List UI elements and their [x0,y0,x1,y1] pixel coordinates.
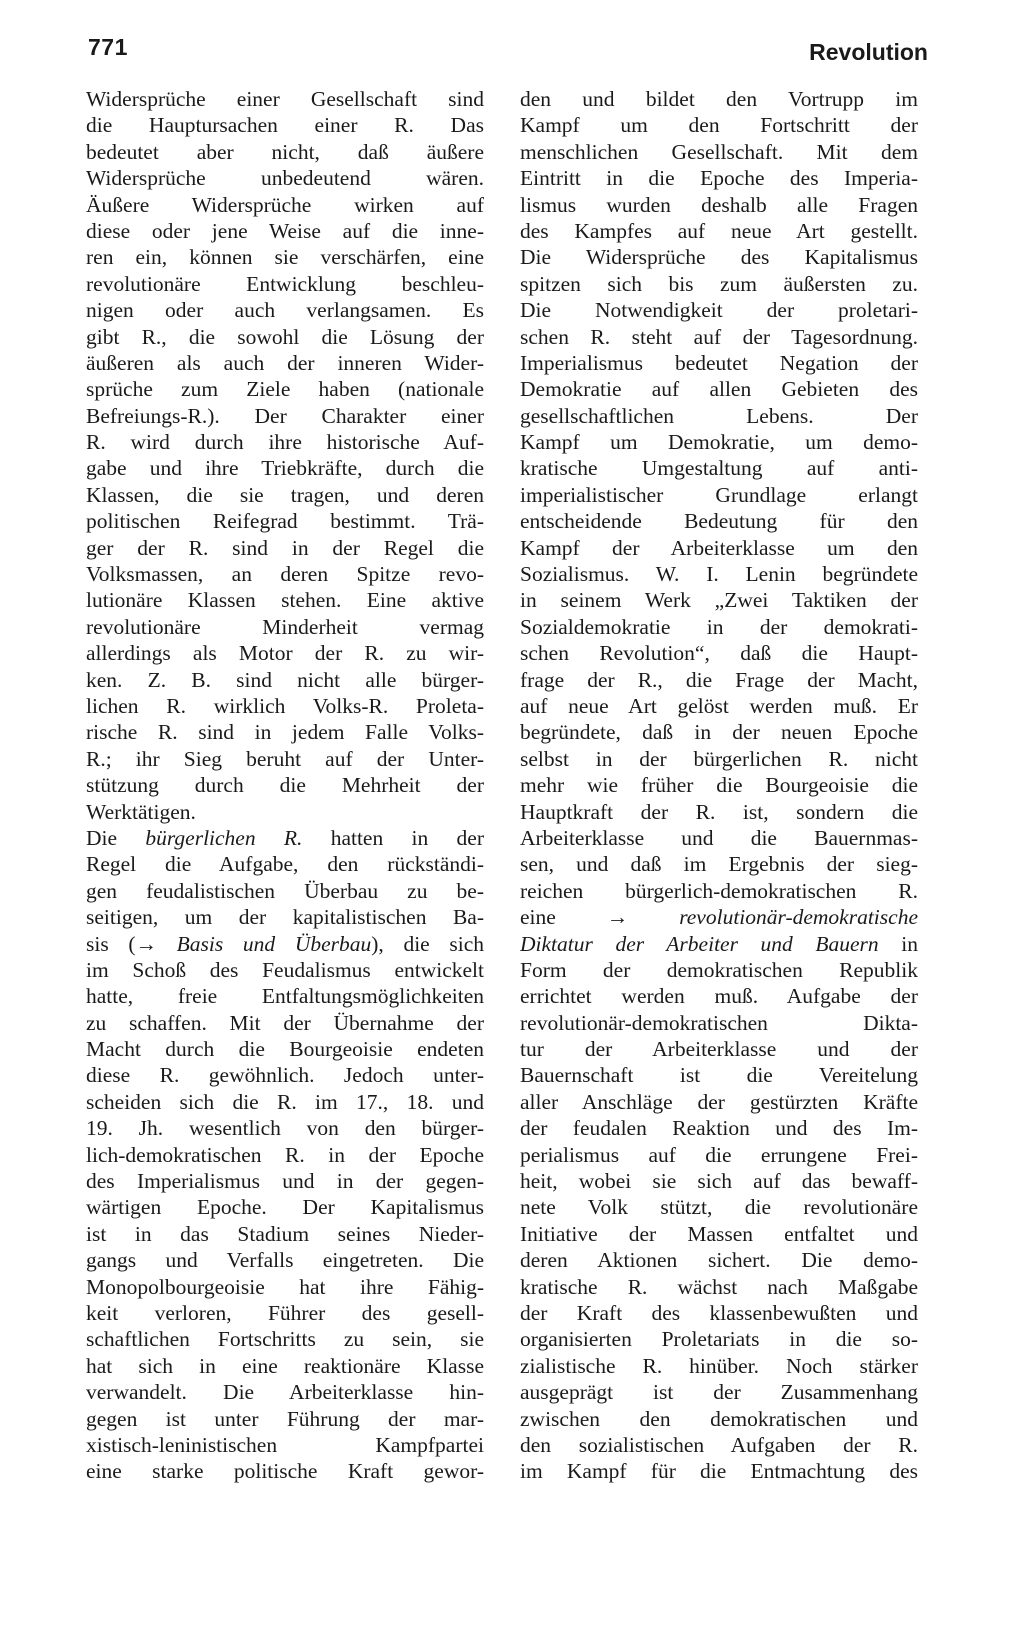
text-line: sprüche zum Ziele haben (nationale [86,377,484,402]
text-line: keit verloren, Führer des gesell- [86,1300,484,1325]
text-line: der Kraft des klassenbewußten und [520,1300,918,1325]
running-head: Revolution [809,39,928,65]
text-line: ken. Z. B. sind nicht alle bürger- [86,667,484,692]
text-line: seitigen, um der kapitalistischen Ba- [86,905,484,930]
text-line: Macht durch die Bourgeoisie endeten [86,1037,484,1062]
text-line: die Hauptursachen einer R. Das [86,113,484,138]
text-line: perialismus auf die errungene Frei- [520,1142,918,1167]
text-line: hat sich in eine reaktionäre Klasse [86,1353,484,1378]
text-line: revolutionär-demokratischen Dikta- [520,1010,918,1035]
text-line: schen R. steht auf der Tagesordnung. [520,324,918,349]
italic-term: Diktatur der Arbeiter und Bauern [520,931,879,956]
text-line: zialistische R. hinüber. Noch stärker [520,1353,918,1378]
text-line: lutionäre Klassen stehen. Eine aktive [86,588,484,613]
text-line: gesellschaftlichen Lebens. Der [520,403,918,428]
text-line: Äußere Widersprüche wirken auf [86,192,484,217]
text-line: politischen Reifegrad bestimmt. Trä- [86,509,484,534]
text-line: Werktätigen. [86,799,196,824]
right-column [520,86,918,1485]
text-line: imperialistischer Grundlage erlangt [520,482,918,507]
text-line: menschlichen Gesellschaft. Mit dem [520,139,918,164]
text-line: äußeren als auch der inneren Wider- [86,350,484,375]
text-line: kratische Umgestaltung auf anti- [520,456,918,481]
text-line: Sozialdemokratie in der demokrati- [520,614,918,639]
text-line: xistisch-leninistischen Kampfpartei [86,1432,484,1457]
text-line: heit, wobei sie sich auf das bewaff- [520,1169,918,1194]
text-line: Kampf der Arbeiterklasse um den [520,535,918,560]
text-line: ren ein, können sie verschärfen, eine [86,245,484,270]
text-line [520,931,918,957]
text-line: den und bildet den Vortrupp im [520,87,918,111]
text-run: ), die sich [371,931,484,956]
text-line: gibt R., die sowohl die Lösung der [86,324,484,349]
text-line: selbst in der bürgerlichen R. nicht [520,746,918,771]
text-line: in seinem Werk „Zwei Taktiken der [520,588,918,613]
text-line: Regel die Aufgabe, den rückständi- [86,852,484,877]
text-line: allerdings als Motor der R. zu wir- [86,641,484,666]
text-line: diese R. gewöhnlich. Jedoch unter- [86,1063,484,1088]
text-line: Die Widersprüche des Kapitalismus [520,245,918,270]
text-line: gangs und Verfalls eingetreten. Die [86,1248,484,1273]
text-line: mehr wie früher die Bourgeoisie die [520,773,918,798]
text-line: hatte, freie Entfaltungsmöglichkeiten [86,984,484,1009]
text-line: Sozialismus. W. I. Lenin begründete [520,562,918,587]
text-line: R.; ihr Sieg beruht auf der Unter- [86,746,484,771]
italic-term: revolutionär-demokratische [679,905,918,930]
text-line: ausgeprägt ist der Zusammenhang [520,1380,918,1405]
text-line: der feudalen Reaktion und des Im- [520,1116,918,1141]
text-line: scheiden sich die R. im 17., 18. und [86,1089,484,1114]
text-line: Monopolbourgeoisie hat ihre Fähig- [86,1274,484,1299]
text-line: Eintritt in die Epoche des Imperia- [520,166,918,191]
text-line [86,931,484,957]
text-line: errichtet werden muß. Aufgabe der [520,984,918,1009]
text-line: schen Revolution“, daß die Haupt- [520,641,918,666]
text-line: begründete, daß in der neuen Epoche [520,720,918,745]
text-run: in [878,931,918,956]
text-line: sen, und daß im Ergebnis der sieg- [520,852,918,877]
text-line: zwischen den demokratischen und [520,1406,918,1431]
text-run: Die [86,825,146,850]
text-line: Hauptkraft der R. ist, sondern die [520,799,918,824]
text-line: Widersprüche unbedeutend wären. [86,166,484,191]
text-line: schaftlichen Fortschritts zu sein, sie [86,1327,484,1352]
text-line: kratische R. wächst nach Maßgabe [520,1274,918,1299]
text-line [520,904,918,930]
text-line: lichen R. wirklich Volks-R. Proleta- [86,693,484,718]
text-line: Kampf um Demokratie, um demo- [520,430,918,455]
italic-term: bürgerlichen R. [145,825,303,850]
text-run: eine → [520,905,680,930]
text-line: zu schaffen. Mit der Übernahme der [86,1010,484,1035]
text-line: rische R. sind in jedem Falle Volks- [86,720,484,745]
text-line: lich-demokratischen R. in der Epoche [86,1142,484,1167]
text-line: 19. Jh. wesentlich von den bürger- [86,1116,484,1141]
text-line: aller Anschläge der gestürzten Kräfte [520,1089,918,1114]
text-line: Widersprüche einer Gesellschaft sind [86,87,484,111]
text-line: Arbeiterklasse und die Bauernmas- [520,825,918,850]
text-line: Klassen, die sie tragen, und deren [86,482,484,507]
text-line: Imperialismus bedeutet Negation der [520,350,918,375]
text-line: Volksmassen, an deren Spitze revo- [86,562,484,587]
text-line: Demokratie auf allen Gebieten des [520,377,918,402]
text-run: sis (→ [86,931,177,956]
text-line: bedeutet aber nicht, daß äußere [86,139,484,164]
italic-term: Basis und Überbau [176,931,372,956]
text-line: revolutionäre Minderheit vermag [86,614,484,639]
text-line: organisierten Proletariats in die so- [520,1327,918,1352]
text-line: stützung durch die Mehrheit der [86,773,484,798]
text-line: auf neue Art gelöst werden muß. Er [520,693,918,718]
text-line: deren Aktionen sichert. Die demo- [520,1248,918,1273]
text-line: wärtigen Epoche. Der Kapitalismus [86,1195,484,1220]
text-line: spitzen sich bis zum äußersten zu. [520,271,918,296]
text-line: im Kampf für die Entmachtung des [520,1459,918,1484]
text-line: revolutionäre Entwicklung beschleu- [86,271,484,296]
text-line: eine starke politische Kraft gewor- [86,1459,484,1484]
text-line: Bauernschaft ist die Vereitelung [520,1063,918,1088]
text-run: hatten in der [302,825,484,850]
text-line: des Kampfes auf neue Art gestellt. [520,218,918,243]
text-line: gen feudalistischen Überbau zu be- [86,878,484,903]
text-line: lismus wurden deshalb alle Fragen [520,192,918,217]
text-line: gabe und ihre Triebkräfte, durch die [86,456,484,481]
text-line: entscheidende Bedeutung für den [520,509,918,534]
text-line: Form der demokratischen Republik [520,957,918,982]
left-column [86,86,484,1485]
text-line [86,825,484,851]
text-line: Kampf um den Fortschritt der [520,113,918,138]
text-line: tur der Arbeiterklasse und der [520,1037,918,1062]
text-line: im Schoß des Feudalismus entwickelt [86,957,484,982]
text-line: verwandelt. Die Arbeiterklasse hin- [86,1380,484,1405]
text-line: Die Notwendigkeit der proletari- [520,298,918,323]
text-line: R. wird durch ihre historische Auf- [86,430,484,455]
text-line: nigen oder auch verlangsamen. Es [86,298,484,323]
text-line: ger der R. sind in der Regel die [86,535,484,560]
page-number: 771 [88,34,128,60]
text-line: des Imperialismus und in der gegen- [86,1169,484,1194]
text-line: frage der R., die Frage der Macht, [520,667,918,692]
text-line: Befreiungs-R.). Der Charakter einer [86,403,484,428]
text-line: reichen bürgerlich-demokratischen R. [520,878,918,903]
text-line: diese oder jene Weise auf die inne- [86,218,484,243]
text-line: Initiative der Massen entfaltet und [520,1221,918,1246]
text-line: gegen ist unter Führung der mar- [86,1406,484,1431]
text-line: ist in das Stadium seines Nieder- [86,1221,484,1246]
text-line: den sozialistischen Aufgaben der R. [520,1432,918,1457]
text-line: nete Volk stützt, die revolutionäre [520,1195,918,1220]
